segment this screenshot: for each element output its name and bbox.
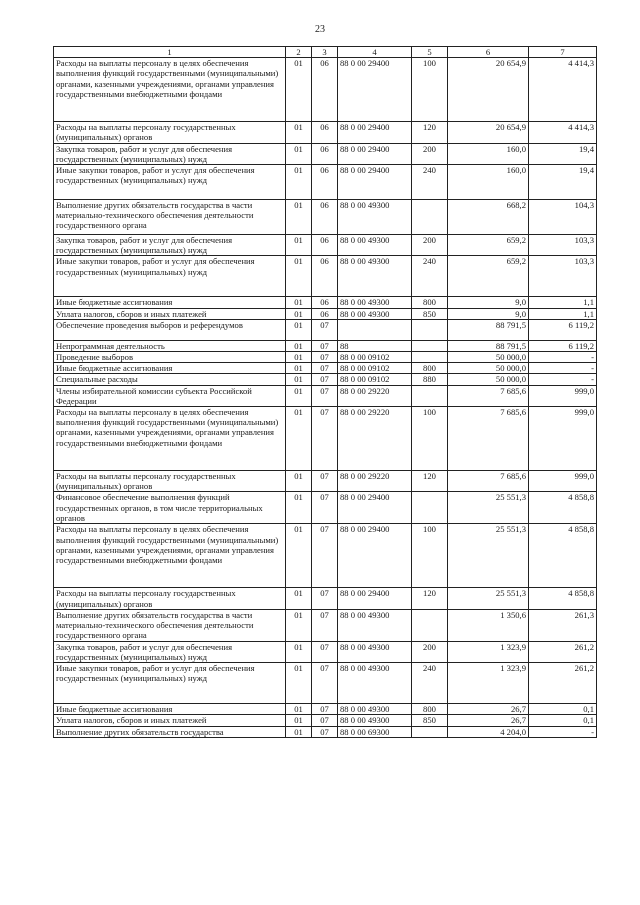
cell-col-7: 4 858,8 (529, 492, 597, 524)
cell-col-6: 25 551,3 (448, 524, 529, 588)
cell-col-1: Иные бюджетные ассигнования (54, 297, 286, 308)
table-row (54, 641, 597, 662)
cell-col-1: Расходы на выплаты персоналу в целях обеспечения выполнения функций государственными (муниципальными) органами, казенными учреждениями, органами управления государственными внебюджетными фондами (54, 407, 286, 471)
cell-col-6: 50 000,0 (448, 352, 529, 363)
cell-col-3: 07 (312, 374, 338, 385)
cell-col-5 (412, 200, 448, 235)
table-row (54, 385, 597, 406)
cell-col-1: Расходы на выплаты персоналу государственных (муниципальных) органов (54, 588, 286, 609)
cell-col-5 (412, 492, 448, 524)
cell-col-6: 26,7 (448, 704, 529, 715)
cell-col-6: 160,0 (448, 165, 529, 200)
cell-col-1: Иные закупки товаров, работ и услуг для обеспечения государственных (муниципальных) нужд (54, 165, 286, 200)
cell-col-7: 261,2 (529, 641, 597, 662)
cell-col-1: Закупка товаров, работ и услуг для обеспечения государственных (муниципальных) нужд (54, 235, 286, 256)
cell-col-5: 200 (412, 143, 448, 164)
header-cell: 7 (529, 47, 597, 58)
cell-col-6: 659,2 (448, 235, 529, 256)
cell-col-5: 240 (412, 165, 448, 200)
cell-col-6: 7 685,6 (448, 385, 529, 406)
cell-col-4: 88 0 00 69300 (338, 726, 412, 737)
header-cell: 3 (312, 47, 338, 58)
cell-col-2: 01 (286, 407, 312, 471)
table-row (54, 609, 597, 641)
cell-col-6: 7 685,6 (448, 471, 529, 492)
table-header-row (54, 47, 597, 58)
cell-col-7: 1,1 (529, 297, 597, 308)
cell-col-3: 07 (312, 641, 338, 662)
table-row (54, 319, 597, 340)
cell-col-4: 88 0 00 29220 (338, 385, 412, 406)
cell-col-3: 07 (312, 385, 338, 406)
cell-col-4: 88 0 00 49300 (338, 663, 412, 704)
cell-col-4 (338, 319, 412, 340)
cell-col-4: 88 0 00 49300 (338, 256, 412, 297)
cell-col-5: 120 (412, 471, 448, 492)
cell-col-7: - (529, 363, 597, 374)
cell-col-2: 01 (286, 165, 312, 200)
cell-col-3: 06 (312, 200, 338, 235)
cell-col-2: 01 (286, 588, 312, 609)
cell-col-6: 668,2 (448, 200, 529, 235)
cell-col-6: 160,0 (448, 143, 529, 164)
cell-col-2: 01 (286, 143, 312, 164)
budget-table (53, 46, 597, 738)
cell-col-1: Иные бюджетные ассигнования (54, 363, 286, 374)
cell-col-2: 01 (286, 352, 312, 363)
cell-col-1: Расходы на выплаты персоналу государственных (муниципальных) органов (54, 471, 286, 492)
page-number: 23 (315, 24, 325, 35)
table-row (54, 352, 597, 363)
cell-col-5: 120 (412, 122, 448, 143)
cell-col-3: 07 (312, 715, 338, 726)
cell-col-3: 06 (312, 308, 338, 319)
cell-col-4: 88 0 00 49300 (338, 609, 412, 641)
cell-col-4: 88 0 00 09102 (338, 352, 412, 363)
table-row (54, 374, 597, 385)
table-row (54, 297, 597, 308)
cell-col-2: 01 (286, 471, 312, 492)
cell-col-3: 07 (312, 492, 338, 524)
cell-col-7: 261,2 (529, 663, 597, 704)
header-cell: 1 (54, 47, 286, 58)
cell-col-5: 850 (412, 308, 448, 319)
cell-col-5: 880 (412, 374, 448, 385)
cell-col-7: 6 119,2 (529, 340, 597, 351)
header-cell: 4 (338, 47, 412, 58)
cell-col-1: Уплата налогов, сборов и иных платежей (54, 308, 286, 319)
cell-col-7: 4 414,3 (529, 122, 597, 143)
table-row (54, 143, 597, 164)
cell-col-1: Специальные расходы (54, 374, 286, 385)
cell-col-2: 01 (286, 363, 312, 374)
table-row (54, 58, 597, 122)
cell-col-2: 01 (286, 726, 312, 737)
cell-col-7: 104,3 (529, 200, 597, 235)
cell-col-1: Финансовое обеспечение выполнения функций государственных органов, в том числе территориальных органов (54, 492, 286, 524)
cell-col-7: 19,4 (529, 165, 597, 200)
cell-col-5: 200 (412, 235, 448, 256)
cell-col-7: 0,1 (529, 715, 597, 726)
cell-col-4: 88 0 00 29400 (338, 143, 412, 164)
cell-col-5: 800 (412, 297, 448, 308)
table-row (54, 407, 597, 471)
cell-col-2: 01 (286, 308, 312, 319)
cell-col-2: 01 (286, 385, 312, 406)
cell-col-4: 88 0 00 29220 (338, 471, 412, 492)
table-row (54, 726, 597, 737)
cell-col-6: 50 000,0 (448, 374, 529, 385)
cell-col-6: 88 791,5 (448, 340, 529, 351)
cell-col-4: 88 0 00 09102 (338, 374, 412, 385)
cell-col-6: 7 685,6 (448, 407, 529, 471)
cell-col-7: 0,1 (529, 704, 597, 715)
cell-col-7: 1,1 (529, 308, 597, 319)
cell-col-5: 800 (412, 363, 448, 374)
cell-col-5: 100 (412, 407, 448, 471)
cell-col-1: Иные бюджетные ассигнования (54, 704, 286, 715)
cell-col-5 (412, 340, 448, 351)
cell-col-3: 07 (312, 726, 338, 737)
header-cell: 2 (286, 47, 312, 58)
cell-col-2: 01 (286, 58, 312, 122)
cell-col-3: 07 (312, 407, 338, 471)
cell-col-3: 06 (312, 58, 338, 122)
cell-col-4: 88 0 00 49300 (338, 308, 412, 319)
cell-col-2: 01 (286, 200, 312, 235)
cell-col-6: 26,7 (448, 715, 529, 726)
cell-col-4: 88 0 00 49300 (338, 641, 412, 662)
cell-col-6: 1 323,9 (448, 663, 529, 704)
cell-col-4: 88 (338, 340, 412, 351)
cell-col-4: 88 0 00 29400 (338, 58, 412, 122)
cell-col-7: 999,0 (529, 407, 597, 471)
table-row (54, 256, 597, 297)
table-row (54, 588, 597, 609)
cell-col-6: 1 350,6 (448, 609, 529, 641)
cell-col-7: 261,3 (529, 609, 597, 641)
cell-col-1: Расходы на выплаты персоналу государственных (муниципальных) органов (54, 122, 286, 143)
cell-col-2: 01 (286, 297, 312, 308)
cell-col-3: 06 (312, 165, 338, 200)
table-row (54, 340, 597, 351)
cell-col-7: 103,3 (529, 256, 597, 297)
cell-col-5: 100 (412, 58, 448, 122)
cell-col-3: 07 (312, 588, 338, 609)
cell-col-6: 88 791,5 (448, 319, 529, 340)
cell-col-4: 88 0 00 29400 (338, 165, 412, 200)
cell-col-1: Выполнение других обязательств государства (54, 726, 286, 737)
cell-col-5: 800 (412, 704, 448, 715)
cell-col-7: 999,0 (529, 471, 597, 492)
cell-col-3: 07 (312, 352, 338, 363)
cell-col-7: - (529, 726, 597, 737)
cell-col-3: 07 (312, 319, 338, 340)
cell-col-7: - (529, 374, 597, 385)
cell-col-2: 01 (286, 524, 312, 588)
cell-col-7: 19,4 (529, 143, 597, 164)
cell-col-5: 200 (412, 641, 448, 662)
cell-col-1: Расходы на выплаты персоналу в целях обеспечения выполнения функций государственными (муниципальными) органами, казенными учреждениями, органами управления государственными внебюджетными фондами (54, 524, 286, 588)
cell-col-1: Обеспечение проведения выборов и референдумов (54, 319, 286, 340)
cell-col-6: 20 654,9 (448, 58, 529, 122)
cell-col-5: 850 (412, 715, 448, 726)
cell-col-2: 01 (286, 235, 312, 256)
table-row (54, 492, 597, 524)
cell-col-2: 01 (286, 340, 312, 351)
cell-col-2: 01 (286, 609, 312, 641)
cell-col-4: 88 0 00 29400 (338, 588, 412, 609)
cell-col-4: 88 0 00 49300 (338, 297, 412, 308)
cell-col-7: - (529, 352, 597, 363)
table-body (54, 58, 597, 738)
cell-col-3: 06 (312, 122, 338, 143)
cell-col-4: 88 0 00 49300 (338, 200, 412, 235)
cell-col-4: 88 0 00 29220 (338, 407, 412, 471)
cell-col-5: 120 (412, 588, 448, 609)
cell-col-3: 07 (312, 524, 338, 588)
cell-col-1: Проведение выборов (54, 352, 286, 363)
cell-col-2: 01 (286, 704, 312, 715)
cell-col-5: 240 (412, 256, 448, 297)
table-row (54, 308, 597, 319)
cell-col-1: Выполнение других обязательств государства в части материально-технического обеспечения деятельности государственного органа (54, 609, 286, 641)
cell-col-7: 999,0 (529, 385, 597, 406)
cell-col-3: 07 (312, 704, 338, 715)
cell-col-6: 25 551,3 (448, 492, 529, 524)
cell-col-5 (412, 319, 448, 340)
cell-col-4: 88 0 00 09102 (338, 363, 412, 374)
cell-col-3: 07 (312, 340, 338, 351)
cell-col-4: 88 0 00 49300 (338, 715, 412, 726)
cell-col-7: 6 119,2 (529, 319, 597, 340)
cell-col-2: 01 (286, 122, 312, 143)
cell-col-3: 07 (312, 471, 338, 492)
cell-col-3: 07 (312, 663, 338, 704)
table-row (54, 165, 597, 200)
cell-col-6: 9,0 (448, 308, 529, 319)
cell-col-1: Члены избирательной комиссии субъекта Российской Федерации (54, 385, 286, 406)
cell-col-5 (412, 726, 448, 737)
cell-col-2: 01 (286, 319, 312, 340)
cell-col-2: 01 (286, 641, 312, 662)
table-row (54, 663, 597, 704)
cell-col-5 (412, 385, 448, 406)
cell-col-7: 4 858,8 (529, 588, 597, 609)
cell-col-4: 88 0 00 29400 (338, 122, 412, 143)
cell-col-4: 88 0 00 49300 (338, 704, 412, 715)
cell-col-1: Иные закупки товаров, работ и услуг для обеспечения государственных (муниципальных) нужд (54, 256, 286, 297)
cell-col-7: 103,3 (529, 235, 597, 256)
cell-col-6: 50 000,0 (448, 363, 529, 374)
cell-col-2: 01 (286, 492, 312, 524)
cell-col-4: 88 0 00 29400 (338, 524, 412, 588)
cell-col-6: 1 323,9 (448, 641, 529, 662)
cell-col-6: 4 204,0 (448, 726, 529, 737)
cell-col-1: Непрограммная деятельность (54, 340, 286, 351)
table-row (54, 471, 597, 492)
cell-col-5: 100 (412, 524, 448, 588)
header-cell: 6 (448, 47, 529, 58)
cell-col-3: 06 (312, 235, 338, 256)
cell-col-6: 25 551,3 (448, 588, 529, 609)
table-row (54, 363, 597, 374)
cell-col-6: 9,0 (448, 297, 529, 308)
table-row (54, 715, 597, 726)
cell-col-2: 01 (286, 663, 312, 704)
cell-col-1: Закупка товаров, работ и услуг для обеспечения государственных (муниципальных) нужд (54, 641, 286, 662)
cell-col-2: 01 (286, 374, 312, 385)
cell-col-2: 01 (286, 256, 312, 297)
cell-col-1: Расходы на выплаты персоналу в целях обеспечения выполнения функций государственными (муниципальными) органами, казенными учреждениями, органами управления государственными внебюджетными фондами (54, 58, 286, 122)
cell-col-4: 88 0 00 49300 (338, 235, 412, 256)
cell-col-1: Закупка товаров, работ и услуг для обеспечения государственных (муниципальных) нужд (54, 143, 286, 164)
cell-col-2: 01 (286, 715, 312, 726)
table-row (54, 524, 597, 588)
cell-col-6: 659,2 (448, 256, 529, 297)
cell-col-3: 06 (312, 143, 338, 164)
cell-col-6: 20 654,9 (448, 122, 529, 143)
cell-col-5 (412, 609, 448, 641)
cell-col-1: Выполнение других обязательств государства в части материально-технического обеспечения деятельности государственного органа (54, 200, 286, 235)
cell-col-3: 07 (312, 363, 338, 374)
table-row (54, 704, 597, 715)
cell-col-1: Уплата налогов, сборов и иных платежей (54, 715, 286, 726)
cell-col-5: 240 (412, 663, 448, 704)
cell-col-3: 06 (312, 256, 338, 297)
cell-col-5 (412, 352, 448, 363)
table-row (54, 122, 597, 143)
cell-col-7: 4 858,8 (529, 524, 597, 588)
cell-col-7: 4 414,3 (529, 58, 597, 122)
cell-col-3: 06 (312, 297, 338, 308)
table-row (54, 200, 597, 235)
table-row (54, 235, 597, 256)
header-cell: 5 (412, 47, 448, 58)
cell-col-3: 07 (312, 609, 338, 641)
cell-col-1: Иные закупки товаров, работ и услуг для обеспечения государственных (муниципальных) нужд (54, 663, 286, 704)
cell-col-4: 88 0 00 29400 (338, 492, 412, 524)
